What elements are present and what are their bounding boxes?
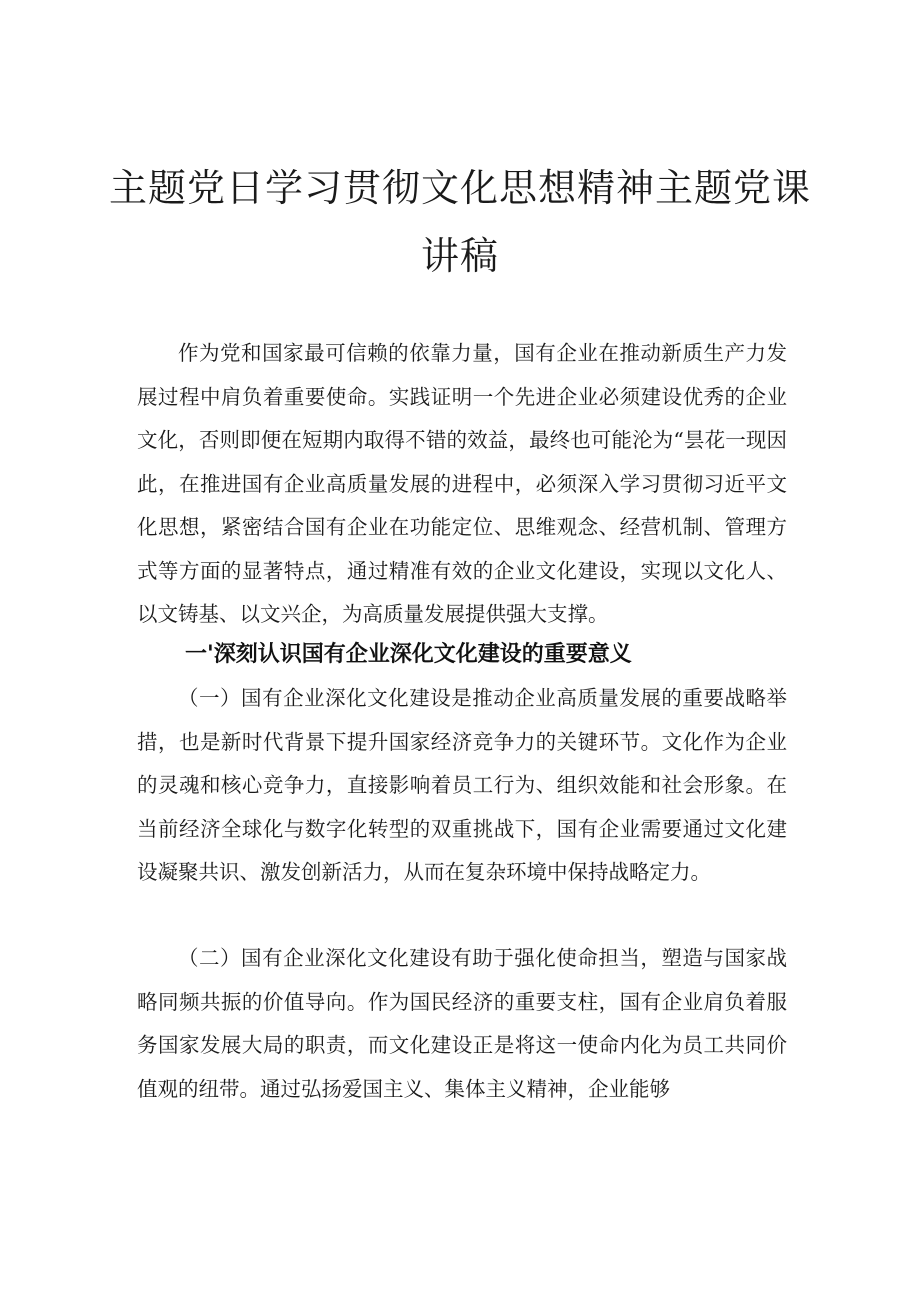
section-1-heading: 一'深刻认识国有企业深化文化建设的重要意义 — [185, 642, 632, 667]
document-title-line-2: 讲稿 — [420, 234, 499, 278]
section-1-paragraph-1: （一）国有企业深化文化建设是推动企业高质量发展的重要战略举措，也是新时代背景下提升国家经济竞争力的关键环节。文化作为企业的灵魂和核心竞争力，直接影响着员工行为、组织效能和社会形象。在当前经济全球化与数字化转型的双重挑战下，国有企业需要通过文化建设凝聚共识、激发创新活力，从而在复杂环境中保持战略定力。 — [137, 686, 787, 884]
document-title-line-1: 主题党日学习贯彻文化思想精神主题党课 — [108, 166, 811, 210]
section-1-paragraph-2: （二）国有企业深化文化建设有助于强化使命担当，塑造与国家战略同频共振的价值导向。作为国民经济的重要支柱，国有企业肩负着服务国家发展大局的职责，而文化建设正是将这一使命内化为员工共同价值观的纽带。通过弘扬爱国主义、集体主义精神，企业能够 — [137, 946, 787, 1101]
intro-paragraph: 作为党和国家最可信赖的依靠力量，国有企业在推动新质生产力发展过程中肩负着重要使命。实践证明一个先进企业必须建设优秀的企业文化，否则即便在短期内取得不错的效益，最终也可能沦为“昙花一现因此，在推进国有企业高质量发展的进程中，必须深入学习贯彻习近平文化思想，紧密结合国有企业在功能定位、思维观念、经营机制、管理方式等方面的显著特点，通过精准有效的企业文化建设，实现以文化人、以文铸基、以文兴企，为高质量发展提供强大支撑。 — [137, 341, 787, 626]
